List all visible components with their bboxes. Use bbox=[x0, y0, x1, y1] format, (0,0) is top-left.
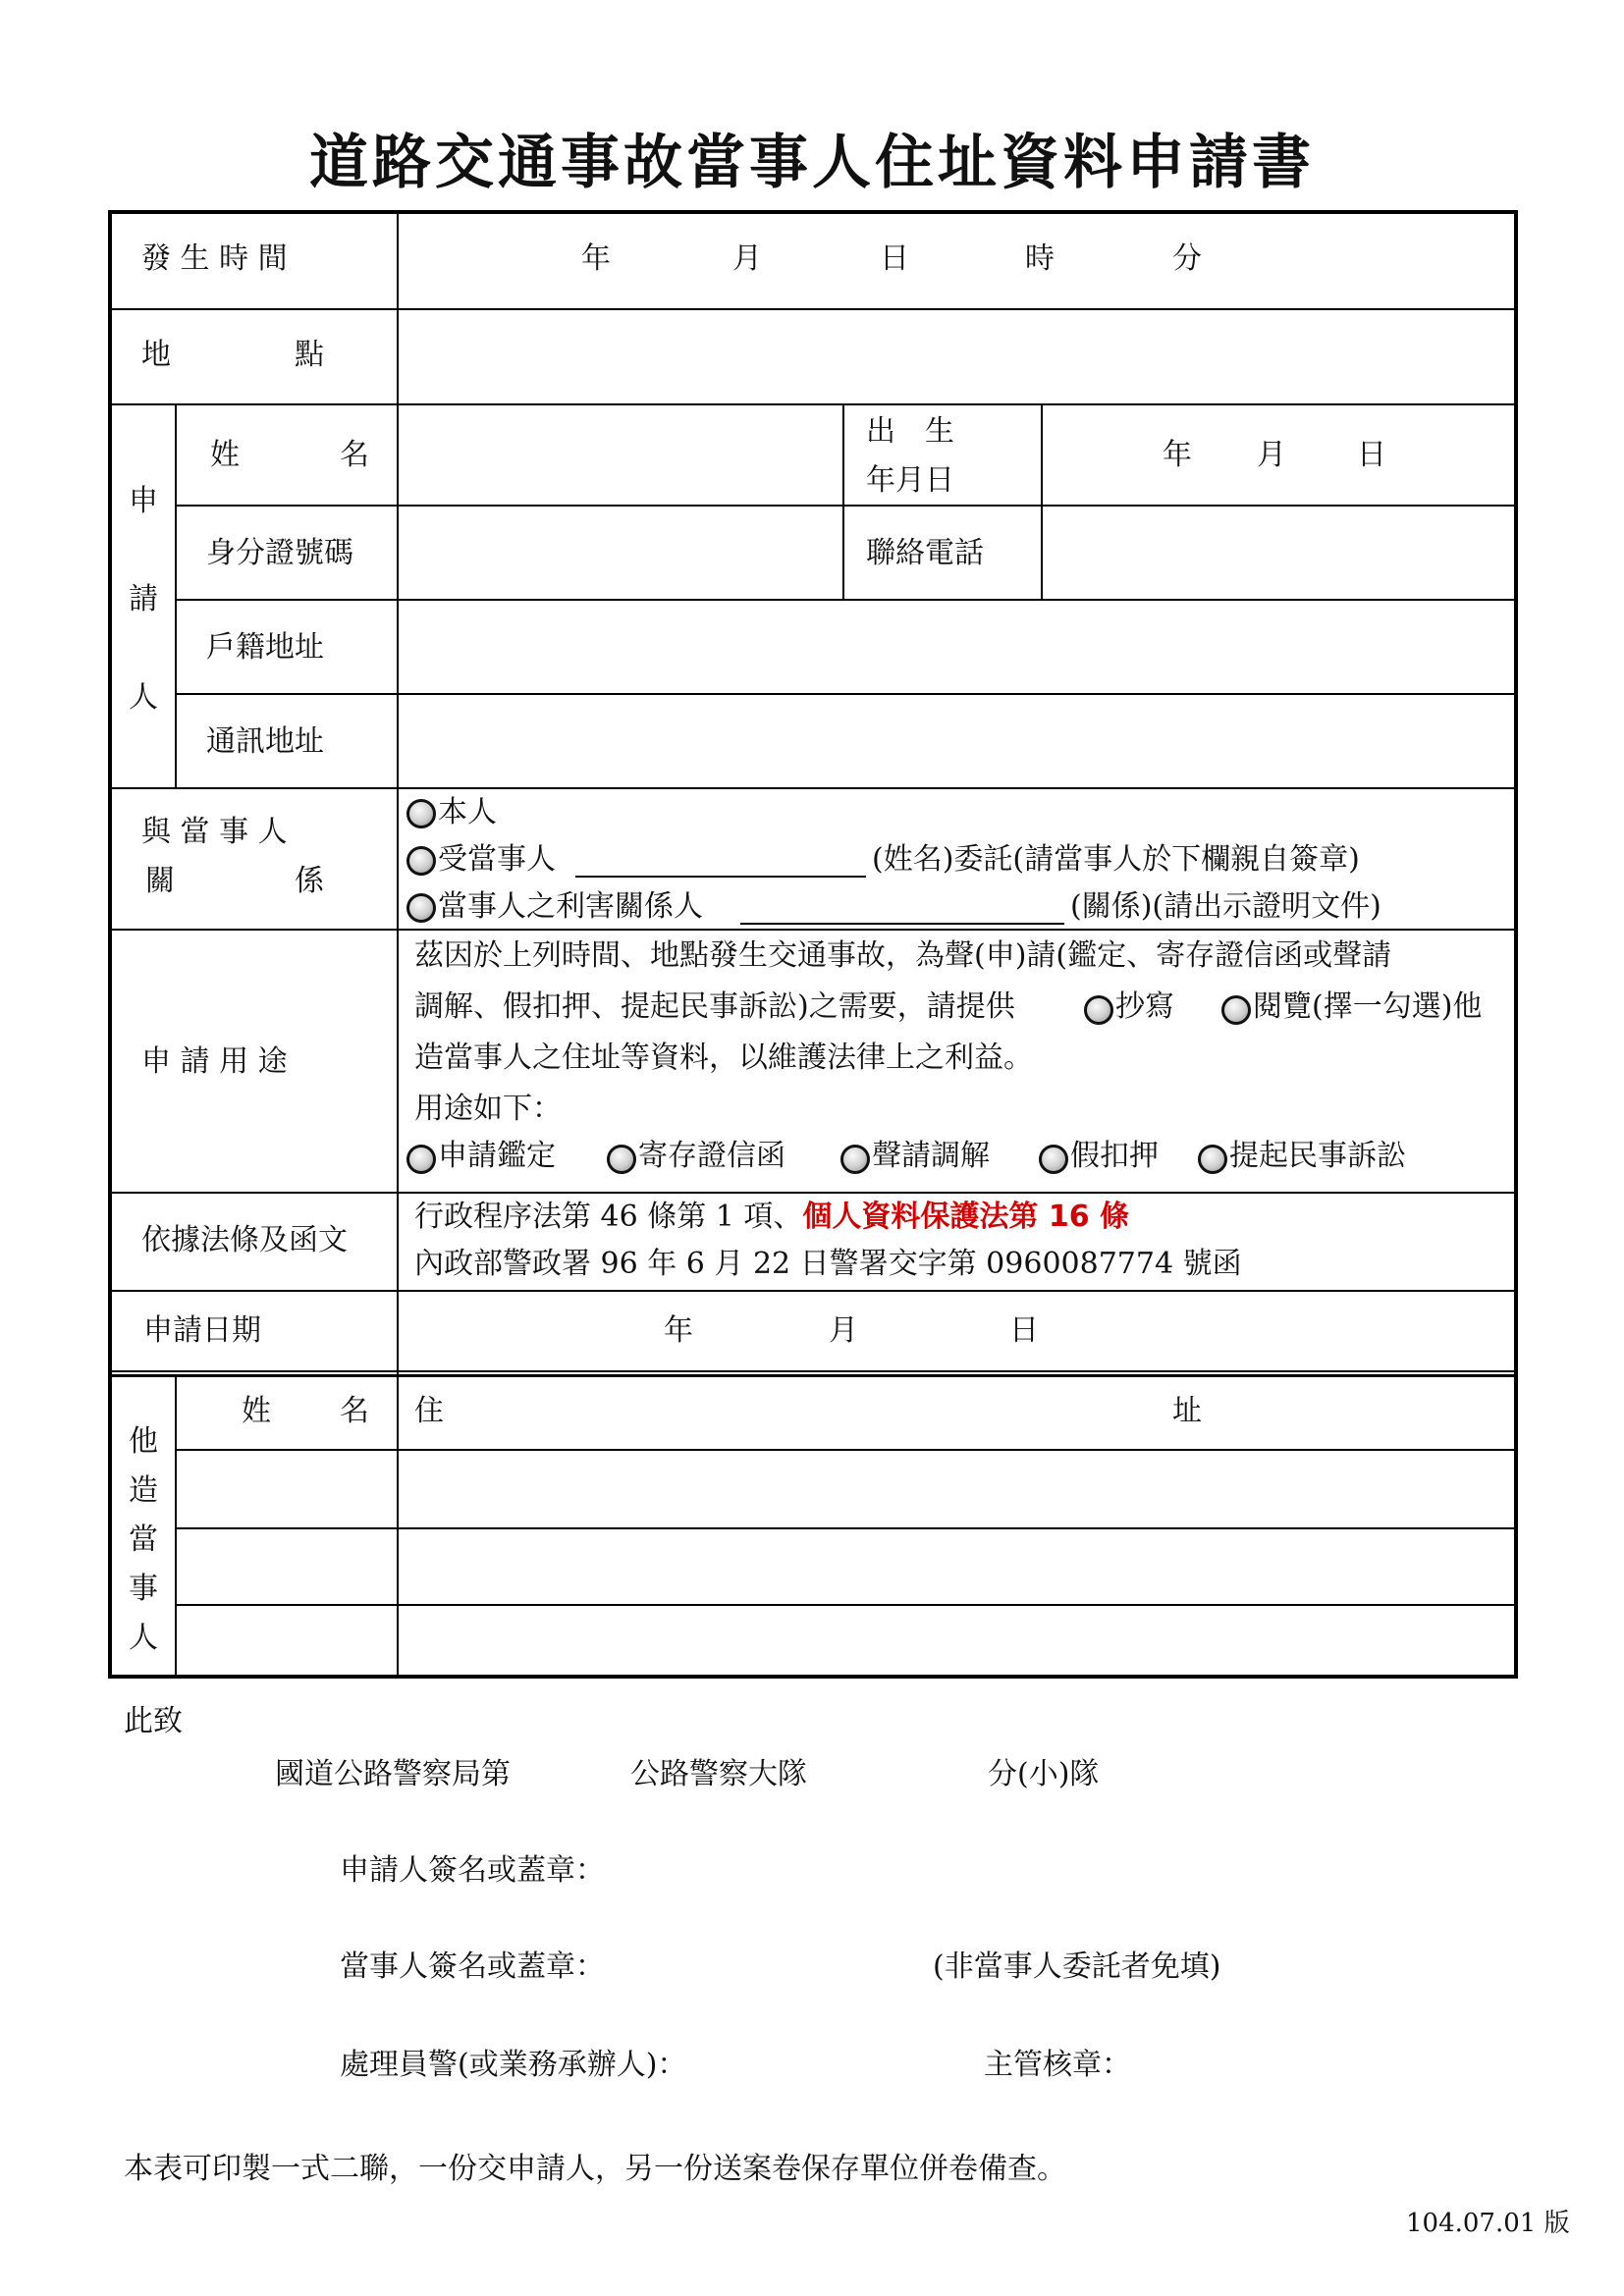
column-divider bbox=[397, 214, 399, 1675]
location-label: 地 bbox=[141, 338, 171, 372]
purpose-text-line: 用途如下： bbox=[414, 1092, 562, 1126]
application-year-unit: 年 bbox=[664, 1313, 693, 1348]
interested-party-option-note: (關係)(請出示證明文件) bbox=[1070, 889, 1381, 924]
other-party-name-header: 姓 bbox=[242, 1394, 271, 1428]
applicant-side-label: 請 bbox=[129, 582, 158, 616]
row-divider bbox=[175, 1604, 1514, 1606]
use-attachment-radio[interactable] bbox=[1039, 1145, 1068, 1174]
row-divider bbox=[112, 1370, 1514, 1372]
use-appraisal-radio[interactable] bbox=[406, 1145, 436, 1174]
phone-label: 聯絡電話 bbox=[866, 536, 984, 570]
applicant-side-label: 申 bbox=[129, 484, 158, 518]
row-divider bbox=[175, 1527, 1514, 1529]
entrusted-name-blank[interactable] bbox=[575, 876, 866, 878]
page-title: 道路交通事故當事人住址資料申請書 bbox=[309, 129, 1315, 197]
copy-radio[interactable] bbox=[1084, 995, 1113, 1025]
legal-basis-admin-procedure: 行政程序法第 46 條第 1 項、 bbox=[414, 1200, 803, 1234]
purpose-text-line: 造當事人之住址等資料，以維護法律上之利益。 bbox=[414, 1041, 1033, 1075]
row-divider bbox=[112, 787, 1514, 789]
entrusted-option-note: (姓名)委託(請當事人於下欄親自簽章) bbox=[872, 842, 1360, 877]
self-radio[interactable] bbox=[406, 799, 436, 828]
other-party-side-label: 事 bbox=[129, 1572, 158, 1606]
salutation: 此致 bbox=[124, 1704, 183, 1738]
birth-date-label: 出 生 bbox=[866, 414, 954, 449]
application-month-unit: 月 bbox=[829, 1313, 858, 1348]
row-divider bbox=[112, 929, 1514, 931]
use-appraisal-label: 申請鑑定 bbox=[438, 1139, 556, 1173]
birth-year-unit: 年 bbox=[1163, 438, 1192, 472]
applicant-signature-label: 申請人簽名或蓋章： bbox=[340, 1853, 605, 1888]
officer-label: 處理員警(或業務承辦人)： bbox=[340, 2048, 687, 2082]
id-number-label: 身分證號碼 bbox=[206, 536, 353, 570]
other-party-side-label: 他 bbox=[129, 1424, 158, 1459]
purpose-text-line: 茲因於上列時間、地點發生交通事故，為聲(申)請(鑑定、寄存證信函或聲請 bbox=[414, 938, 1392, 973]
occurrence-hour-unit: 時 bbox=[1025, 241, 1055, 276]
row-divider bbox=[112, 1290, 1514, 1292]
legal-basis-line bbox=[414, 1200, 1129, 1235]
location-label: 點 bbox=[295, 338, 324, 372]
recipient-bureau: 國道公路警察局第 bbox=[275, 1757, 511, 1791]
copy-note: 本表可印製一式二聯，一份交申請人，另一份送案卷保存單位併卷備查。 bbox=[124, 2152, 1066, 2186]
birth-day-unit: 日 bbox=[1357, 438, 1386, 472]
row-divider bbox=[175, 1449, 1514, 1451]
purpose-label: 申 請 用 途 bbox=[141, 1044, 288, 1079]
use-letter-label: 寄存證信函 bbox=[638, 1139, 785, 1173]
party-signature-note: (非當事人委託者免填) bbox=[933, 1949, 1221, 1984]
use-attachment-label: 假扣押 bbox=[1070, 1139, 1159, 1173]
row-divider bbox=[112, 403, 1514, 405]
view-radio[interactable] bbox=[1221, 995, 1251, 1025]
column-divider bbox=[175, 1374, 177, 1675]
legal-basis-letter: 內政部警政署 96 年 6 月 22 日警署交字第 0960087774 號函 bbox=[414, 1247, 1242, 1281]
legal-basis-label: 依據法條及函文 bbox=[141, 1223, 348, 1257]
entrusted-option-label: 受當事人 bbox=[438, 842, 556, 877]
supervisor-label: 主管核章： bbox=[984, 2048, 1131, 2082]
relation-blank[interactable] bbox=[740, 923, 1064, 925]
occurrence-month-unit: 月 bbox=[732, 241, 762, 276]
birth-date-label: 年月日 bbox=[866, 463, 954, 498]
applicant-name-label: 姓 bbox=[210, 438, 240, 472]
row-divider bbox=[175, 505, 1514, 507]
interested-party-radio[interactable] bbox=[406, 893, 436, 923]
row-divider bbox=[175, 599, 1514, 601]
relation-label: 與 當 事 人 bbox=[141, 815, 288, 849]
use-civil-suit-label: 提起民事訴訟 bbox=[1229, 1139, 1406, 1173]
occurrence-time-label: 發 生 時 間 bbox=[141, 241, 288, 276]
row-divider bbox=[112, 1192, 1514, 1194]
party-signature-label: 當事人簽名或蓋章： bbox=[340, 1949, 605, 1984]
row-divider bbox=[175, 693, 1514, 695]
view-option-label: 閱覽(擇一勾選)他 bbox=[1253, 989, 1483, 1024]
birth-month-unit: 月 bbox=[1257, 438, 1286, 472]
other-party-address-header: 住 bbox=[414, 1394, 444, 1428]
column-divider bbox=[1041, 403, 1043, 599]
application-form bbox=[108, 210, 1518, 1679]
occurrence-year-unit: 年 bbox=[581, 241, 611, 276]
copy-option-label: 抄寫 bbox=[1115, 989, 1174, 1024]
form-version: 104.07.01 版 bbox=[1406, 2209, 1570, 2238]
column-divider bbox=[175, 403, 177, 787]
relation-label: 關 bbox=[145, 864, 175, 898]
column-divider bbox=[842, 403, 844, 599]
row-divider bbox=[112, 308, 1514, 310]
use-letter-radio[interactable] bbox=[607, 1145, 636, 1174]
occurrence-minute-unit: 分 bbox=[1172, 241, 1202, 276]
application-date-label: 申請日期 bbox=[143, 1313, 261, 1348]
other-party-address-header: 址 bbox=[1172, 1394, 1202, 1428]
applicant-name-label: 名 bbox=[340, 438, 369, 472]
other-party-side-label: 當 bbox=[129, 1522, 158, 1557]
self-option-label: 本人 bbox=[438, 795, 497, 829]
recipient-brigade: 公路警察大隊 bbox=[630, 1757, 807, 1791]
row-divider bbox=[112, 1374, 1514, 1377]
legal-basis-privacy-act: 個人資料保護法第 16 條 bbox=[802, 1200, 1130, 1234]
other-party-name-header: 名 bbox=[340, 1394, 369, 1428]
use-mediation-label: 聲請調解 bbox=[872, 1139, 990, 1173]
recipient-squad: 分(小)隊 bbox=[988, 1757, 1100, 1791]
occurrence-day-unit: 日 bbox=[880, 241, 909, 276]
applicant-side-label: 人 bbox=[129, 680, 158, 715]
use-mediation-radio[interactable] bbox=[840, 1145, 870, 1174]
interested-party-option-label: 當事人之利害關係人 bbox=[438, 889, 703, 924]
other-party-side-label: 造 bbox=[129, 1473, 158, 1508]
relation-label: 係 bbox=[295, 864, 324, 898]
household-address-label: 戶籍地址 bbox=[206, 630, 324, 665]
mailing-address-label: 通訊地址 bbox=[206, 724, 324, 759]
entrusted-radio[interactable] bbox=[406, 846, 436, 876]
use-civil-suit-radio[interactable] bbox=[1198, 1145, 1227, 1174]
application-day-unit: 日 bbox=[1009, 1313, 1039, 1348]
other-party-side-label: 人 bbox=[129, 1621, 158, 1655]
purpose-text-line: 調解、假扣押、提起民事訴訟)之需要，請提供 bbox=[414, 989, 1015, 1024]
